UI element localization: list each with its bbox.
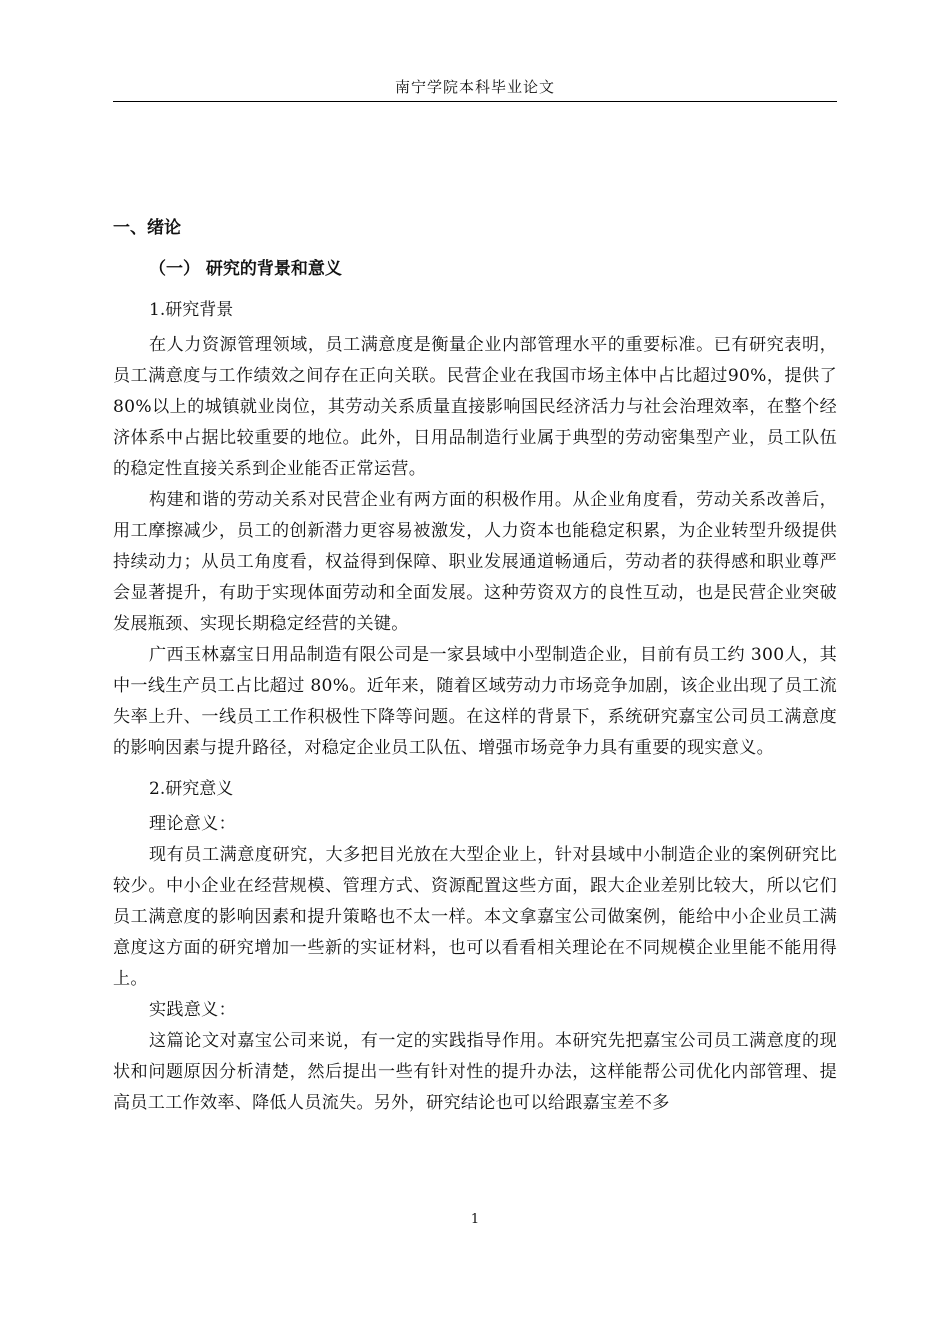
paragraph-theory-significance: 现有员工满意度研究，大多把目光放在大型企业上，针对县域中小制造企业的案例研究比较少。中小企业在经营规模、管理方式、资源配置这些方面，跟大企业差别比较大，所以它们员工满意度的影响因素和提升策略也不太一样。本文拿嘉宝公司做案例，能给中小企业员工满意度这方面的研究增加一些新的实证材料，也可以看看相关理论在不同规模企业里能不能用得上。 [113, 845, 837, 989]
paragraph-practice-significance: 这篇论文对嘉宝公司来说，有一定的实践指导作用。本研究先把嘉宝公司员工满意度的现状和问题原因分析清楚，然后提出一些有针对性的提升办法，这样能帮公司优化内部管理、提高员工工作效率、降低人员流失。另外，研究结论也可以给跟嘉宝差不多 [113, 1031, 837, 1113]
page-body [113, 213, 837, 1119]
theory-significance-label: 理论意义： [149, 814, 236, 834]
running-header: 南宁学院本科毕业论文 [394, 78, 555, 96]
paragraph-background-3: 广西玉林嘉宝日用品制造有限公司是一家县域中小型制造企业，目前有员工约 300人，其中一线生产员工占比超过 80%。近年来，随着区域劳动力市场竞争加剧，该企业出现了员工流失率上升、一线员工工作积极性下降等问题。在这样的背景下，系统研究嘉宝公司员工满意度的影响因素与提升路径，对稳定企业员工队伍、增强市场竞争力具有重要的现实意义。 [113, 645, 837, 758]
paragraph-background-1: 在人力资源管理领域，员工满意度是衡量企业内部管理水平的重要标准。已有研究表明，员工满意度与工作绩效之间存在正向关联。民营企业在我国市场主体中占比超过90%，提供了 80%以上的城镇就业岗位，其劳动关系质量直接影响国民经济活力与社会治理效率，在整个经济体系中占据比较重要的地位。此外，日用品制造行业属于典型的劳动密集型产业，员工队伍的稳定性直接关系到企业能否正常运营。 [113, 335, 837, 479]
subsection-title-background: 1.研究背景 [149, 300, 234, 320]
section-title: （一） 研究的背景和意义 [149, 259, 342, 279]
chapter-title: 一、绪论 [113, 218, 181, 238]
header-divider [113, 101, 837, 102]
page-number: 1 [470, 1212, 480, 1227]
subsection-title-significance: 2.研究意义 [149, 779, 234, 799]
practice-significance-label: 实践意义： [149, 1000, 236, 1020]
paragraph-background-2: 构建和谐的劳动关系对民营企业有两方面的积极作用。从企业角度看，劳动关系改善后，用工摩擦减少，员工的创新潜力更容易被激发，人力资本也能稳定积累，为企业转型升级提供持续动力；从员工角度看，权益得到保障、职业发展通道畅通后，劳动者的获得感和职业尊严会显著提升，有助于实现体面劳动和全面发展。这种劳资双方的良性互动，也是民营企业突破发展瓶颈、实现长期稳定经营的关键。 [113, 490, 837, 634]
